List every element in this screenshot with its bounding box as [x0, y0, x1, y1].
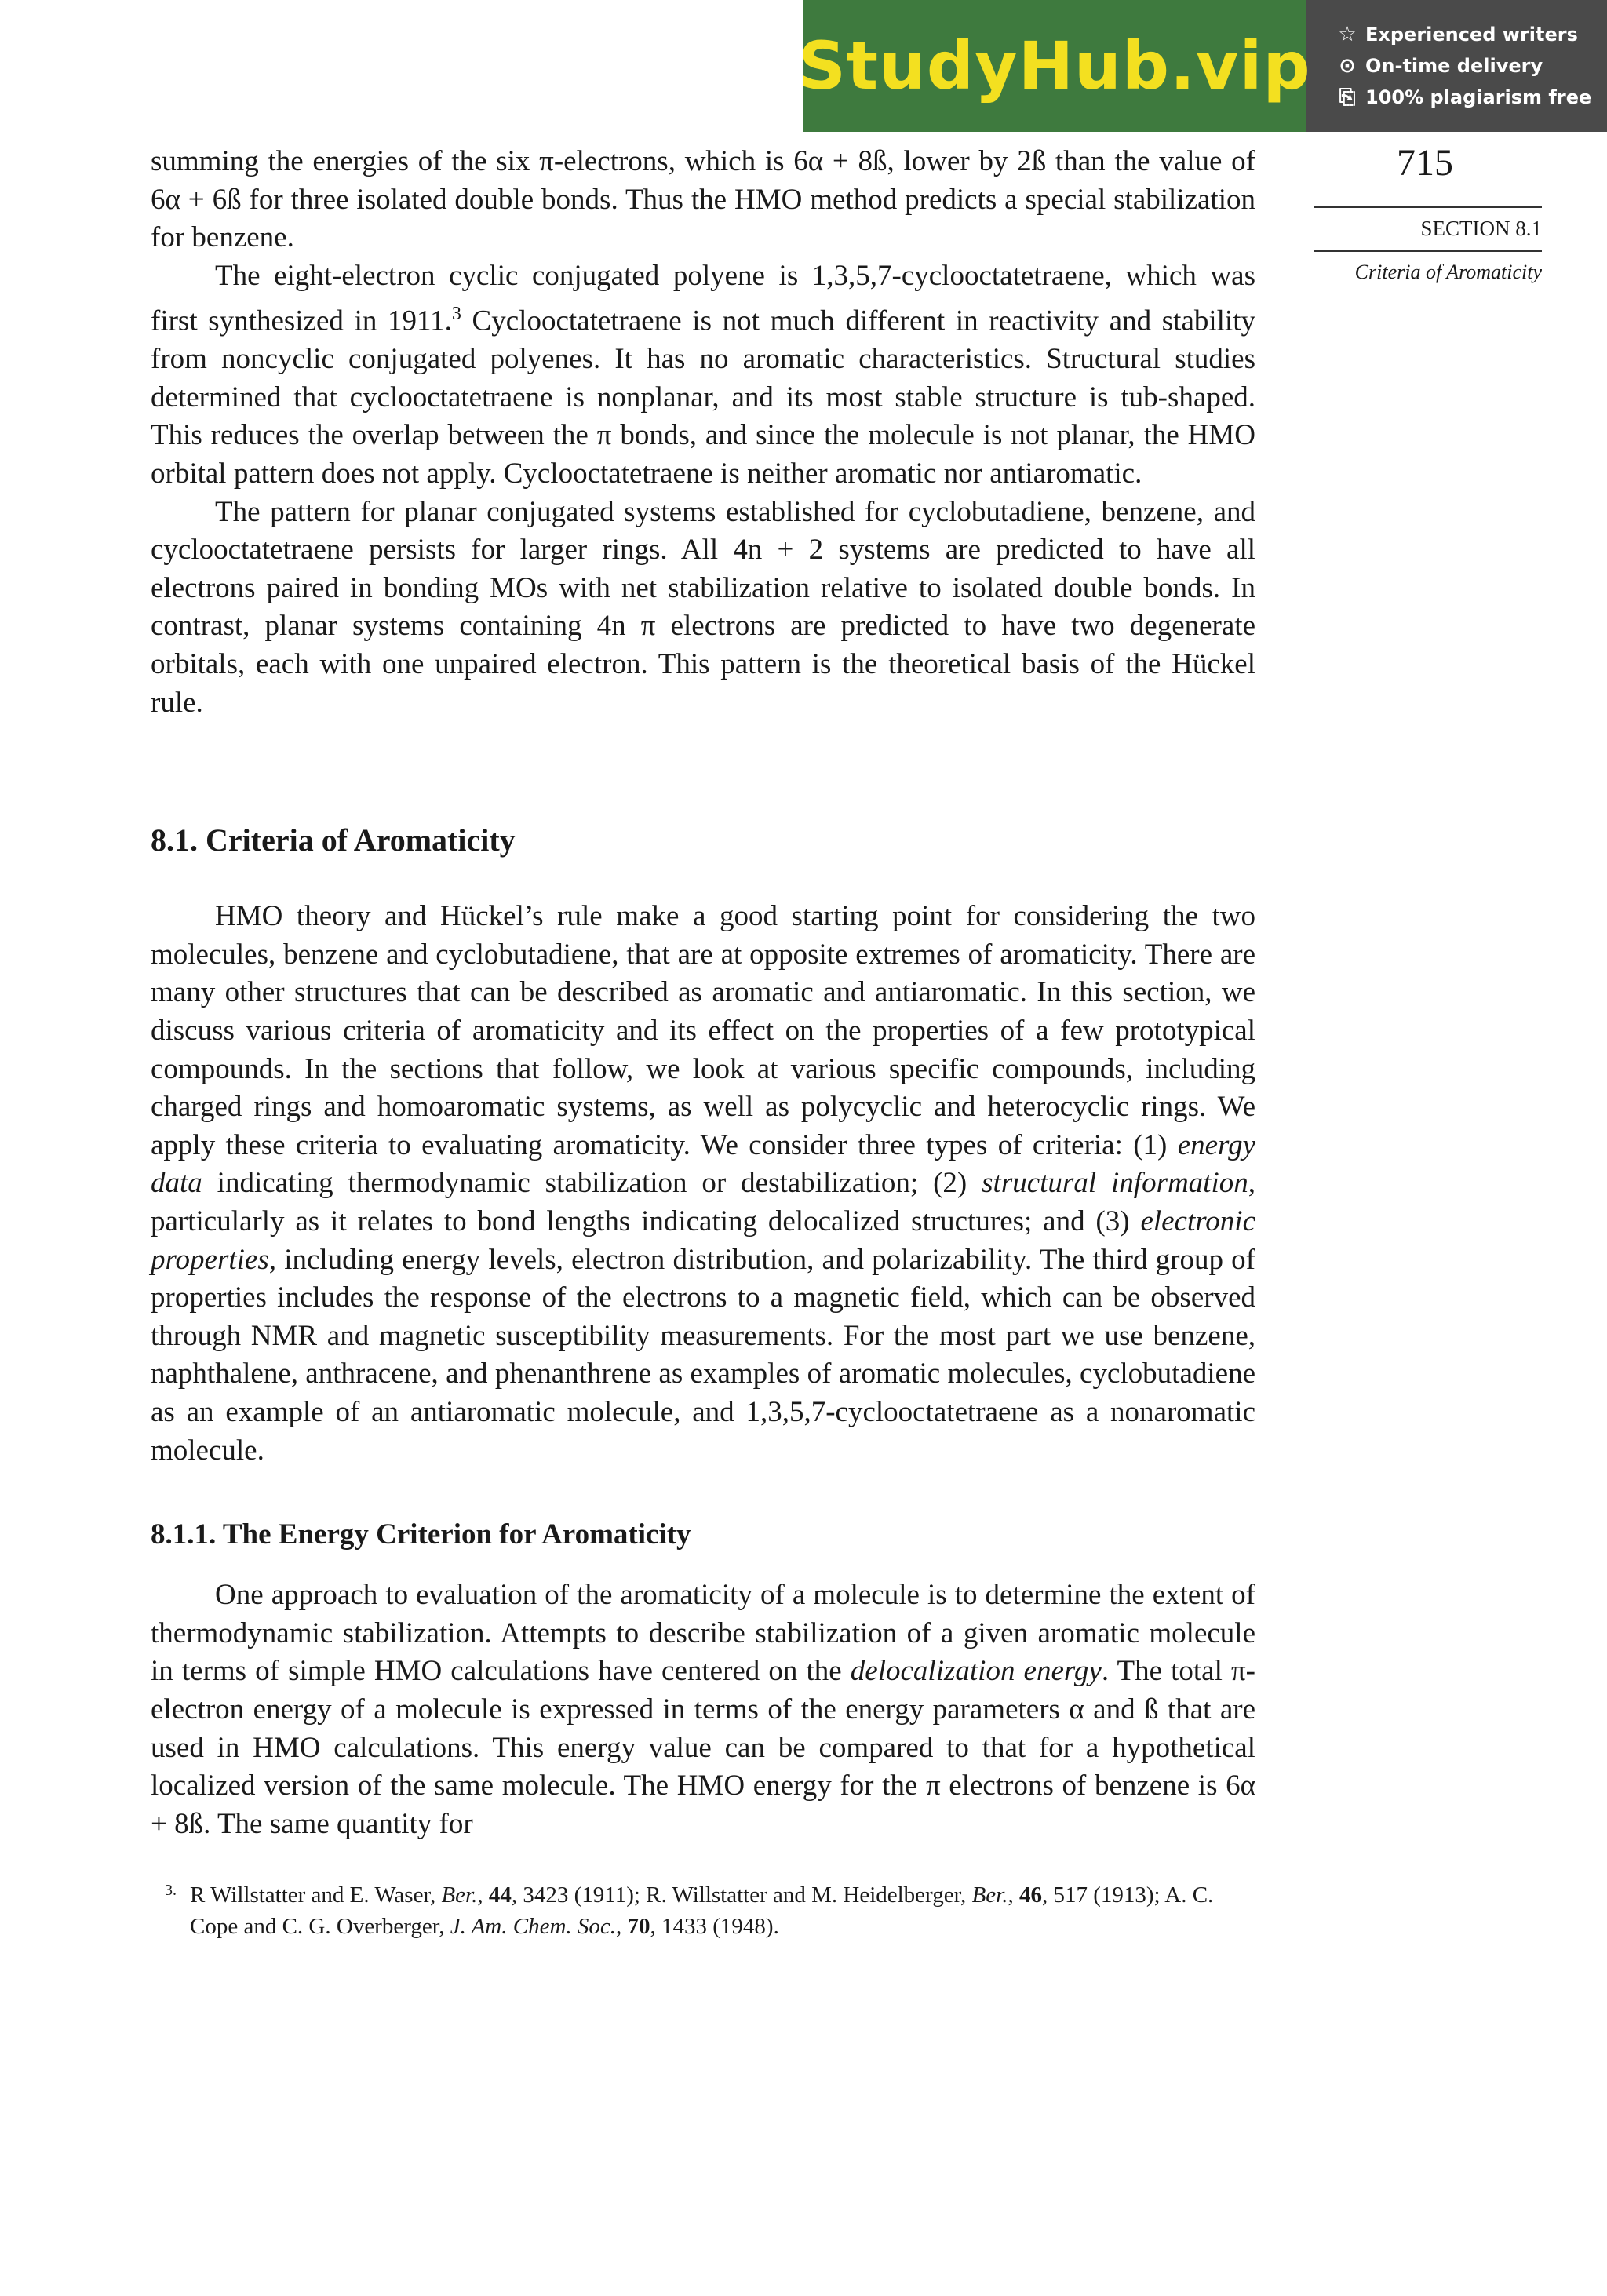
- section-heading: 8.1. Criteria of Aromaticity: [151, 822, 516, 858]
- perk-item: [1336, 86, 1607, 110]
- paragraph: The pattern for planar conjugated systems established for cyclobutadiene, benzene, and cyclooctatetraene persists for larger rings. All 4n + 2 systems are predicted to have all electrons paired in bonding MOs with net stabilization relative to isolated double bonds. In contrast, planar systems containing 4n π electrons are predicted to have two degenerate orbitals, each with one unpaired electron. This pattern is the theoretical basis of the Hückel rule.: [151, 495, 1255, 719]
- paragraph: summing the energies of the six π-electrons, which is 6α + 8ß, lower by 2ß than the value of 6α + 6ß for three isolated double bonds. Thus the HMO method predicts a special stabilization for benzene.: [151, 145, 1255, 254]
- star-icon: ☆: [1338, 22, 1357, 46]
- footnote-ref[interactable]: 3: [451, 304, 461, 325]
- margin-rule-bottom: [1314, 250, 1542, 252]
- page-number: 715: [1397, 142, 1453, 184]
- paragraph: HMO theory and Hückel’s rule make a good starting point for considering the two molecules, benzene and cyclobutadiene, that are at opposite extremes of aromaticity. There are many other structures that can be described as aromatic and antiaromatic. In this section, we discuss various criteria of aromaticity and its effect on the properties of a few prototypical compounds. In the sections that follow, we look at various specific compounds, including charged rings and homoaromatic systems, as well as polycyclic and heterocyclic rings. We apply these criteria to evaluating aromaticity. We consider three types of criteria: (1) energy data indicating thermodynamic stabilization or destabilization; (2) structural information, particularly as it relates to bond lengths indicating delocalized structures; and (3) electronic properties, including energy levels, electron distribution, and polarizability. The third group of properties includes the response of the electrons to a magnetic field, which can be observed through NMR and magnetic susceptibility measurements. For the most part we use benzene, naphthalene, anthracene, and phenanthrene as examples of aromatic molecules, cyclobutadiene as an example of an antiaromatic molecule, and 1,3,5,7-cyclooctatetraene as a nonaromatic molecule.: [151, 900, 1255, 1467]
- studyhub-logo[interactable]: StudyHub.vip: [804, 0, 1306, 132]
- section-label: SECTION 8.1: [1420, 217, 1542, 240]
- main-text: [151, 143, 1255, 1942]
- perk-label: Experienced writers: [1365, 23, 1578, 46]
- copy-check-icon: ⎘: [1339, 85, 1356, 109]
- studyhub-banner[interactable]: [798, 0, 1607, 132]
- perks-list: [1306, 23, 1607, 110]
- margin-rule-top: [1314, 206, 1542, 208]
- perk-item: [1336, 23, 1607, 46]
- footnote: 3. R Willstatter and E. Waser, Ber., 44, 3423 (1911); R. Willstatter and M. Heidelberger, Ber., 46, 517 (1913); A. C. Cope and C. G. Overberger, J. Am. Chem. Soc., 70, 1433 (1948).: [151, 1879, 1255, 1942]
- perk-item: [1336, 54, 1607, 78]
- perk-label: 100% plagiarism free: [1365, 86, 1592, 108]
- perk-label: On-time delivery: [1365, 54, 1543, 77]
- paragraph: The eight-electron cyclic conjugated polyene is 1,3,5,7-cyclooctatetraene, which was first synthesized in 1911.$^3$ Cyclooctatetraene is not much different in reactivity and stability from noncyclic conjugated polyenes. It has no aromatic characteristics. Structural studies determined that cyclooctatetraene is nonplanar, and its most stable structure is tub-shaped. This reduces the overlap between the π bonds, and since the molecule is not planar, the HMO orbital pattern does not apply. Cyclooctatetraene is neither aromatic nor antiaromatic.: [151, 259, 1255, 490]
- paragraph: One approach to evaluation of the aromaticity of a molecule is to determine the extent of thermodynamic stabilization. Attempts to describe stabilization of a given aromatic molecule in terms of simple HMO calculations have centered on the delocalization energy. The total π-electron energy of a molecule is expressed in terms of the energy parameters α and ß that are used in HMO calculations. This energy value can be compared to that for a hypothetical localized version of the same molecule. The HMO energy for the π electrons of benzene is 6α + 8ß. The same quantity for: [151, 1579, 1255, 1840]
- subsection-heading: 8.1.1. The Energy Criterion for Aromaticity: [151, 1518, 691, 1551]
- clock-icon: ⊙: [1339, 53, 1356, 78]
- running-section-title: Criteria of Aromaticity: [1354, 261, 1542, 283]
- footnote-mark: 3.: [165, 1882, 177, 1900]
